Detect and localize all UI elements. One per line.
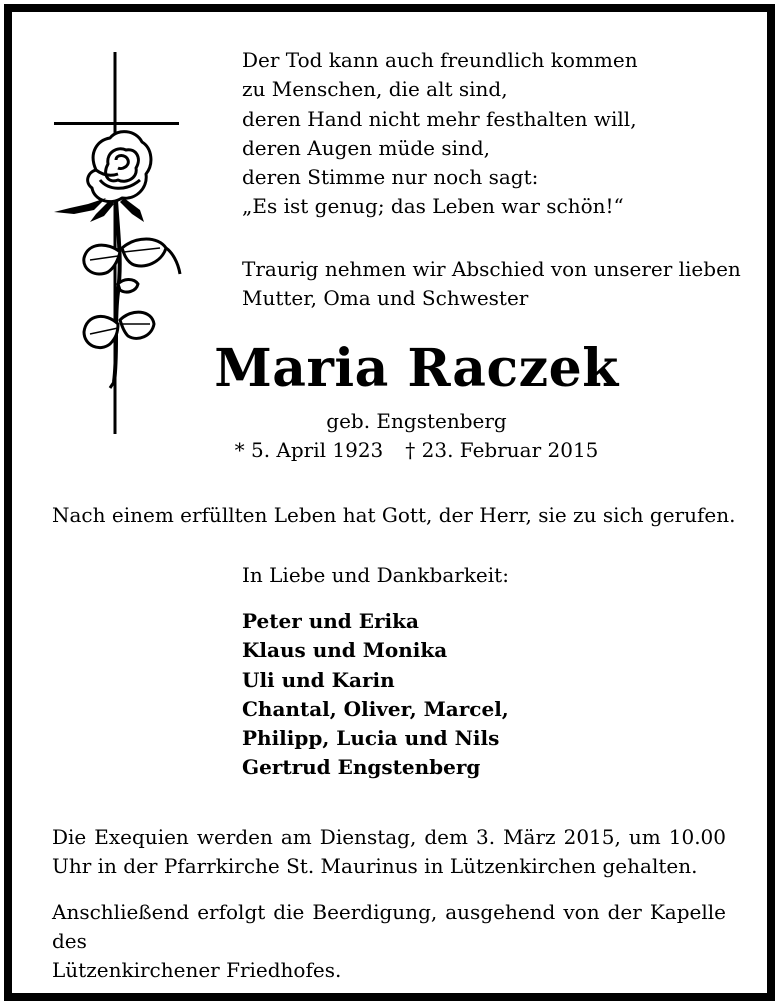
- poem-line: deren Hand nicht mehr festhalten will,: [242, 106, 637, 131]
- mourner-entry: Peter und Erika: [242, 609, 419, 633]
- burial-announcement: [52, 898, 726, 985]
- poem-line: Der Tod kann auch freundlich kommen: [242, 48, 638, 72]
- burial-line: Anschließend erfolgt die Beerdigung, ausgehend von der Kapelle des: [52, 900, 726, 953]
- farewell-intro-line: Traurig nehmen wir Abschied von unserer lieben: [242, 257, 741, 281]
- gratitude-line: In Liebe und Dankbarkeit:: [242, 563, 509, 587]
- life-dates: [0, 438, 775, 462]
- poem-line: „Es ist genug; das Leben war schön!“: [242, 194, 624, 219]
- service-line: Uhr in der Pfarrkirche St. Maurinus in Lützenkirchen gehalten.: [52, 854, 698, 878]
- mourners-list: [242, 607, 509, 783]
- deceased-name: Maria Raczek: [214, 338, 619, 399]
- mourner-entry: Chantal, Oliver, Marcel,: [242, 696, 509, 721]
- faith-statement: Nach einem erfüllten Leben hat Gott, der Herr, sie zu sich gerufen.: [52, 503, 736, 527]
- farewell-intro: [242, 255, 741, 313]
- birth-date: * 5. April 1923: [234, 438, 384, 462]
- poem-line: deren Augen müde sind,: [242, 135, 491, 160]
- poem-line: deren Stimme nur noch sagt:: [242, 165, 539, 190]
- service-announcement: [52, 823, 726, 881]
- mourner-entry: Gertrud Engstenberg: [242, 755, 481, 780]
- burial-line: Lützenkirchener Friedhofes.: [52, 958, 342, 982]
- farewell-intro-line: Mutter, Oma und Schwester: [242, 286, 529, 310]
- death-date: † 23. Februar 2015: [405, 438, 599, 462]
- birth-name: geb. Engstenberg: [326, 409, 507, 433]
- mourner-entry: Klaus und Monika: [242, 638, 448, 663]
- service-line: Die Exequien werden am Dienstag, dem 3. März 2015, um 10.00: [52, 825, 726, 849]
- mourner-entry: Philipp, Lucia und Nils: [242, 726, 500, 751]
- mourner-entry: Uli und Karin: [242, 667, 395, 692]
- poem-line: zu Menschen, die alt sind,: [242, 77, 508, 102]
- poem: [242, 46, 638, 222]
